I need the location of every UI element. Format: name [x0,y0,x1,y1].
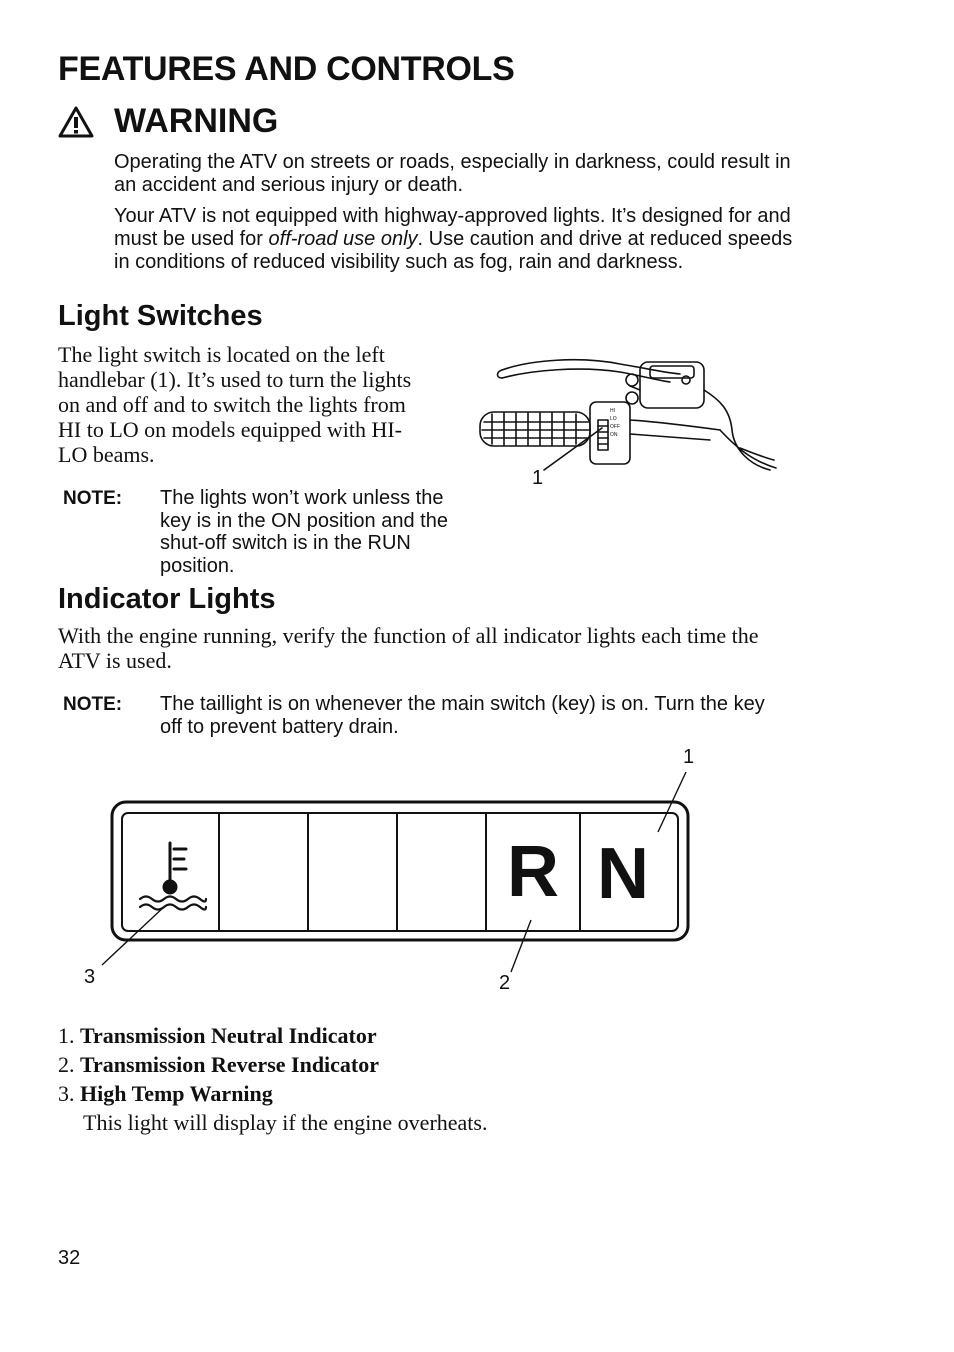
list-item: 1. Transmission Neutral Indicator [58,1023,377,1048]
warning-title: WARNING [114,102,279,140]
list-item: 2. Transmission Reverse Indicator [58,1052,380,1077]
warning-paragraph-2: Your ATV is not equipped with highway-approved lights. It’s designed for and must be used for off-road use only. Use caution and drive at reduced speeds in conditions of reduced visibility such as fog, rain and darkness. [114,205,793,273]
list-item: 3. High Temp Warning [58,1081,273,1106]
neutral-indicator-letter: N [597,834,649,914]
indicator-lights-body: With the engine running, verify the function of all indicator lights each time the ATV is used. [58,623,759,673]
reverse-indicator-letter: R [507,832,559,912]
light-switches-body: The light switch is located on the left handlebar (1). It’s used to turn the lights on and off and to switch the lights from HI to LO on models equipped with HI-LO beams. [58,342,412,467]
light-switch-callout-1: 1 [532,467,544,489]
switch-label-off: OFF [610,424,620,430]
light-switches-note-text: The lights won’t work unless the key is in the ON position and the shut-off switch is in the RUN position. [160,487,448,577]
panel-callout-2: 2 [499,972,511,994]
indicator-lights-heading: Indicator Lights [58,583,276,615]
light-switches-note-label: NOTE: [63,488,123,509]
switch-label-hi: HI [610,408,615,414]
emphasis-off-road: off-road use only [268,228,418,250]
indicator-lights-note-label: NOTE: [63,694,123,715]
page-number: 32 [58,1247,81,1269]
warning-triangle-icon [58,106,94,138]
panel-callout-leaders [80,760,720,1000]
handlebar-switch-illustration [470,350,780,500]
panel-callout-1: 1 [683,746,695,768]
list-item-description: This light will display if the engine overheats. [83,1110,488,1135]
light-switches-heading: Light Switches [58,300,263,332]
indicator-legend-list [58,1021,487,1137]
panel-callout-3: 3 [84,966,96,988]
indicator-lights-note-text: The taillight is on whenever the main switch (key) is on. Turn the key off to prevent battery drain. [160,693,765,738]
page-title: FEATURES AND CONTROLS [58,50,515,88]
switch-label-lo: LO [610,416,617,422]
warning-paragraph-1: Operating the ATV on streets or roads, especially in darkness, could result in an accident and serious injury or death. [114,151,791,196]
switch-label-on: ON [610,432,618,438]
